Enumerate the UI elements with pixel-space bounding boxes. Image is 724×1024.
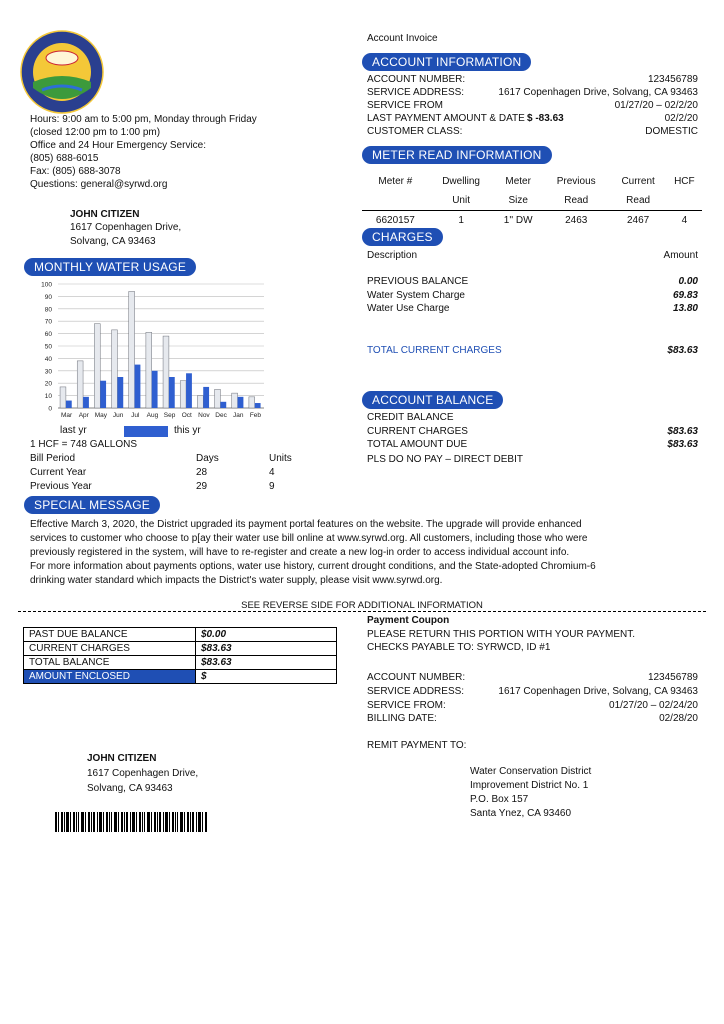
customer-class-label: CUSTOMER CLASS: [367, 126, 463, 137]
meter-col-subheader: Unit [452, 195, 470, 206]
x-tick-label: Feb [249, 412, 262, 419]
payment-coupon-line1: PLEASE RETURN THIS PORTION WITH YOUR PAYMENT. [367, 629, 636, 640]
bar-this-year [66, 401, 72, 408]
charges-amount-label: Amount [663, 250, 698, 261]
remit-address [470, 765, 591, 821]
bill-period-cell: Current Year [30, 467, 87, 478]
bar-this-year [220, 402, 226, 408]
legend-last-year: last yr [60, 425, 87, 436]
current-read-cell: 2467 [610, 211, 667, 230]
bar-last-year [197, 396, 203, 408]
x-tick-label: Jan [233, 412, 244, 419]
bar-this-year [238, 397, 244, 408]
charge-item [367, 275, 698, 288]
service-address-row [367, 86, 698, 99]
coupon-service-from-row [367, 699, 698, 712]
last-payment-date: 02/2/20 [664, 113, 698, 124]
y-tick-label: 30 [44, 368, 52, 376]
last-payment-label: LAST PAYMENT AMOUNT & DATE [367, 113, 525, 124]
monthly-usage-heading: MONTHLY WATER USAGE [24, 258, 196, 276]
meter-col-subheader: Read [564, 195, 589, 206]
service-address-label: SERVICE ADDRESS: [367, 87, 465, 98]
special-message-line: Effective March 3, 2020, the District upgraded its payment portal features on the website. The upgrade will provide enhanced [30, 519, 582, 530]
charges-description-label: Description [367, 250, 418, 261]
meter-col-header: Meter [505, 176, 531, 187]
total-balance-label: TOTAL BALANCE [24, 656, 196, 670]
charge-item [367, 289, 698, 302]
service-from-value: 01/27/20 – 02/2/20 [614, 100, 698, 111]
charge-item-label: Water System Charge [367, 290, 465, 301]
bar-last-year [232, 393, 238, 408]
charges-header-row [367, 249, 698, 262]
total-due-label: TOTAL AMOUNT DUE [367, 439, 468, 450]
total-balance-value: $83.63 [196, 656, 337, 670]
hcf-cell: 4 [667, 211, 702, 230]
account-balance-heading: ACCOUNT BALANCE [362, 391, 503, 409]
units-cell: 4 [269, 467, 275, 478]
direct-debit-note: PLS DO NO PAY – DIRECT DEBIT [367, 454, 523, 465]
remit-payment-label: REMIT PAYMENT TO: [367, 740, 467, 751]
meter-col-header: Current [621, 176, 655, 187]
charge-item-amount: 0.00 [678, 276, 698, 287]
y-tick-label: 10 [44, 393, 52, 401]
payment-coupon-line2: CHECKS PAYABLE TO: SYRWCD, ID #1 [367, 642, 551, 653]
coupon-billing-date-label: BILLING DATE: [367, 713, 437, 724]
remit-line: Improvement District No. 1 [470, 780, 589, 791]
reverse-side-note: SEE REVERSE SIDE FOR ADDITIONAL INFORMATION [241, 600, 483, 611]
contact-line: (805) 688-6015 [30, 153, 99, 164]
y-tick-label: 50 [44, 343, 52, 351]
usage-chart-svg [36, 278, 268, 424]
meter-read-table [362, 172, 702, 229]
bar-this-year [117, 377, 123, 408]
bar-this-year [203, 387, 209, 408]
special-message-line: drinking water standard which impacts the District's water supply, please visit www.syrwd.org. [30, 575, 443, 586]
last-payment-row [367, 112, 698, 125]
bar-this-year [100, 381, 106, 408]
meter-number-cell: 6620157 [362, 211, 429, 230]
bar-this-year [186, 373, 192, 408]
y-tick-label: 90 [44, 293, 52, 301]
coupon-customer-address-line2: Solvang, CA 93463 [87, 783, 173, 794]
remit-line: Water Conservation District [470, 766, 592, 777]
account-info-heading: ACCOUNT INFORMATION [362, 53, 531, 71]
bar-this-year [152, 371, 158, 408]
customer-class-row [367, 125, 698, 138]
x-tick-label: Aug [146, 412, 159, 419]
days-header: Days [196, 453, 219, 464]
meter-col-header: HCF [674, 176, 695, 187]
bar-last-year [112, 330, 118, 408]
coupon-cut-line [18, 611, 706, 612]
service-address-value: 1617 Copenhagen Drive, Solvang, CA 93463 [498, 87, 698, 98]
x-tick-label: Nov [198, 412, 210, 419]
total-due-row [367, 438, 698, 451]
x-tick-label: Sep [163, 412, 176, 419]
remit-line: Santa Ynez, CA 93460 [470, 808, 572, 819]
bill-period-header: Bill Period [30, 453, 76, 464]
bar-this-year [255, 403, 261, 408]
previous-read-cell: 2463 [543, 211, 610, 230]
bar-last-year [180, 381, 186, 408]
total-current-charges-row [367, 344, 698, 357]
special-message-line: previously registered in the system, will have to re-register and create a new log-in order to access individual account info. [30, 547, 570, 558]
coupon-current-value: $83.63 [196, 642, 337, 656]
coupon-service-from-label: SERVICE FROM: [367, 700, 446, 711]
meter-col-subheader: Size [508, 195, 528, 206]
meter-col-subheader [362, 191, 429, 211]
bar-this-year [135, 365, 141, 408]
bar-this-year [169, 377, 175, 408]
credit-balance-row [367, 411, 698, 424]
coupon-customer-name: JOHN CITIZEN [87, 753, 157, 764]
dwelling-unit-cell: 1 [429, 211, 494, 230]
coupon-billing-date-row [367, 712, 698, 725]
meter-read-heading: METER READ INFORMATION [362, 146, 552, 164]
amount-enclosed-field[interactable]: $ [196, 670, 337, 684]
total-current-charges-amount: $83.63 [667, 345, 698, 356]
coupon-customer-address-line1: 1617 Copenhagen Drive, [87, 768, 199, 779]
coupon-service-address-value: 1617 Copenhagen Drive, Solvang, CA 93463 [498, 686, 698, 697]
doc-title: Account Invoice [367, 33, 438, 44]
meter-header-row-bottom [362, 191, 702, 211]
charge-item [367, 302, 698, 315]
x-tick-label: Apr [78, 412, 89, 419]
bar-last-year [215, 389, 221, 408]
meter-col-header: Meter # [378, 176, 413, 187]
direct-debit-note-row [367, 453, 698, 466]
meter-col-subheader [667, 191, 702, 211]
bar-last-year [77, 361, 83, 408]
customer-address-line1: 1617 Copenhagen Drive, [70, 222, 182, 233]
coupon-service-from-value: 01/27/20 – 02/24/20 [609, 700, 698, 711]
special-message-line: For more information about payments options, water use history, current drought conditions, and the State-adopted Chromium-6 [30, 561, 596, 572]
last-payment-amount: $ -83.63 [527, 113, 564, 124]
x-tick-label: Oct [181, 412, 192, 419]
bar-this-year [83, 397, 89, 408]
meter-header-row-top [362, 172, 702, 191]
service-from-label: SERVICE FROM [367, 100, 443, 111]
coupon-current-row [24, 642, 337, 656]
account-number-value: 123456789 [647, 74, 698, 85]
coupon-account-number-label: ACCOUNT NUMBER: [367, 672, 466, 683]
x-tick-label: Dec [215, 412, 227, 419]
service-from-row [367, 99, 698, 112]
charge-item-label: PREVIOUS BALANCE [367, 276, 469, 287]
total-current-charges-label: TOTAL CURRENT CHARGES [367, 345, 502, 356]
payment-summary-table [23, 627, 337, 684]
bar-last-year [94, 324, 100, 408]
legend-this-year-swatch [124, 426, 168, 437]
y-tick-label: 80 [44, 306, 52, 314]
x-tick-label: May [94, 412, 108, 419]
bar-last-year [249, 397, 255, 408]
x-tick-label: Mar [60, 412, 73, 419]
coupon-service-address-label: SERVICE ADDRESS: [367, 686, 465, 697]
amount-enclosed-label: AMOUNT ENCLOSED [24, 670, 196, 684]
units-cell: 9 [269, 481, 275, 492]
credit-balance-label: CREDIT BALANCE [367, 412, 454, 423]
past-due-value: $0.00 [196, 628, 337, 642]
past-due-label: PAST DUE BALANCE [24, 628, 196, 642]
contact-line: Fax: (805) 688-3078 [30, 166, 121, 177]
units-header: Units [269, 453, 292, 464]
days-cell: 29 [196, 481, 208, 492]
balance-current-row [367, 425, 698, 438]
customer-address-line2: Solvang, CA 93463 [70, 236, 156, 247]
meter-size-cell: 1'' DW [493, 211, 542, 230]
total-balance-row [24, 656, 337, 670]
coupon-billing-date-value: 02/28/20 [659, 713, 698, 724]
usage-chart [36, 278, 268, 424]
special-message-body [30, 518, 700, 588]
special-message-heading: SPECIAL MESSAGE [24, 496, 160, 514]
meter-col-header: Dwelling [442, 176, 480, 187]
legend-this-year: this yr [174, 425, 201, 436]
y-tick-label: 40 [44, 355, 52, 363]
balance-current-label: CURRENT CHARGES [367, 426, 468, 437]
customer-name: JOHN CITIZEN [70, 209, 140, 220]
y-tick-label: 60 [44, 331, 52, 339]
meter-col-header: Previous [556, 176, 596, 187]
days-cell: 28 [196, 467, 208, 478]
y-tick-label: 0 [48, 405, 52, 413]
bill-period-cell: Previous Year [30, 481, 92, 492]
contact-line: Office and 24 Hour Emergency Service: [30, 140, 207, 151]
y-tick-label: 70 [44, 318, 52, 326]
barcode [55, 812, 207, 832]
x-tick-label: Jul [131, 412, 140, 419]
total-due-amount: $83.63 [667, 439, 698, 450]
charge-item-label: Water Use Charge [367, 303, 450, 314]
y-tick-label: 20 [44, 380, 52, 388]
customer-class-value: DOMESTIC [645, 126, 698, 137]
coupon-current-label: CURRENT CHARGES [24, 642, 196, 656]
remit-line: P.O. Box 157 [470, 794, 529, 805]
coupon-service-address-row [367, 685, 698, 698]
payment-coupon-title: Payment Coupon [367, 615, 450, 626]
bill-period-table [30, 453, 310, 495]
coupon-account-number-row [367, 671, 698, 684]
y-tick-label: 100 [41, 281, 52, 289]
account-number-row [367, 73, 698, 86]
customer-address-coupon [87, 752, 198, 795]
bar-last-year [129, 291, 135, 408]
bar-last-year [163, 336, 169, 408]
customer-address-top [70, 208, 181, 248]
coupon-account-number-value: 123456789 [647, 672, 698, 683]
past-due-row [24, 628, 337, 642]
x-tick-label: Jun [112, 412, 124, 419]
balance-current-amount: $83.63 [667, 426, 698, 437]
bar-last-year [146, 332, 152, 408]
hcf-conversion: 1 HCF = 748 GALLONS [30, 439, 137, 450]
charges-heading: CHARGES [362, 228, 443, 246]
account-number-label: ACCOUNT NUMBER: [367, 74, 466, 85]
meter-col-subheader: Read [626, 195, 651, 206]
contact-info [30, 113, 257, 191]
charge-item-amount: 13.80 [672, 303, 698, 314]
contact-line: (closed 12:00 pm to 1:00 pm) [30, 127, 161, 138]
district-logo [20, 30, 104, 114]
amount-enclosed-row[interactable] [24, 670, 337, 684]
special-message-line: services to customer who choose to p[ay their water use bill online at www.syrwd.org. All customers, including those who were [30, 533, 588, 544]
bar-last-year [60, 387, 66, 408]
contact-email[interactable]: Questions: general@syrwd.org [30, 179, 168, 190]
meter-data-row [362, 211, 702, 230]
charge-item-amount: 69.83 [672, 290, 698, 301]
contact-line: Hours: 9:00 am to 5:00 pm, Monday through Friday [30, 114, 257, 125]
